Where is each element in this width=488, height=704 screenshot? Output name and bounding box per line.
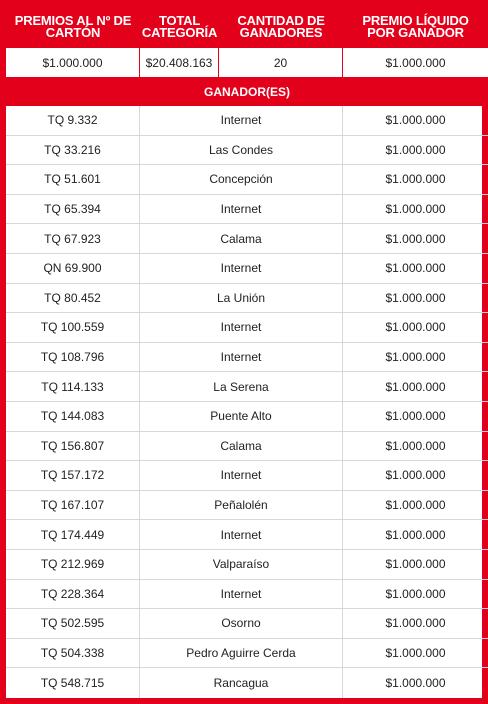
winner-location: Calama bbox=[140, 432, 343, 461]
table-row bbox=[6, 461, 488, 491]
table-row bbox=[6, 106, 488, 136]
table-header bbox=[6, 6, 488, 48]
winner-carton: TQ 114.133 bbox=[6, 372, 140, 401]
winner-location: Osorno bbox=[140, 609, 343, 638]
winner-carton: TQ 502.595 bbox=[6, 609, 140, 638]
table-row bbox=[6, 432, 488, 462]
winner-carton: TQ 228.364 bbox=[6, 580, 140, 609]
winner-carton: TQ 108.796 bbox=[6, 343, 140, 372]
winner-carton: TQ 156.807 bbox=[6, 432, 140, 461]
winners-section-title: GANADOR(ES) bbox=[6, 78, 488, 106]
winner-carton: TQ 67.923 bbox=[6, 224, 140, 253]
winner-carton: TQ 548.715 bbox=[6, 668, 140, 698]
table-row bbox=[6, 402, 488, 432]
winner-location: Internet bbox=[140, 313, 343, 342]
winner-location: Calama bbox=[140, 224, 343, 253]
winner-prize: $1.000.000 bbox=[385, 409, 446, 424]
winner-location: Peñalolén bbox=[140, 491, 343, 520]
winner-prize: $1.000.000 bbox=[385, 113, 446, 128]
winner-prize: $1.000.000 bbox=[385, 645, 446, 660]
summary-row bbox=[6, 48, 488, 78]
winner-carton: TQ 504.338 bbox=[6, 639, 140, 668]
winner-location: Internet bbox=[140, 106, 343, 135]
winner-location: Concepción bbox=[140, 165, 343, 194]
winner-prize: $1.000.000 bbox=[385, 320, 446, 335]
winner-location: Internet bbox=[140, 580, 343, 609]
winner-prize: $1.000.000 bbox=[385, 438, 446, 453]
table-row bbox=[6, 580, 488, 610]
table-row bbox=[6, 550, 488, 580]
table-row bbox=[6, 136, 488, 166]
winner-carton: TQ 33.216 bbox=[6, 136, 140, 165]
winner-carton: TQ 51.601 bbox=[6, 165, 140, 194]
winner-prize: $1.000.000 bbox=[385, 261, 446, 276]
winner-carton: TQ 100.559 bbox=[6, 313, 140, 342]
table-row bbox=[6, 195, 488, 225]
winner-prize: $1.000.000 bbox=[385, 202, 446, 217]
table-row bbox=[6, 343, 488, 373]
winner-carton: TQ 65.394 bbox=[6, 195, 140, 224]
winner-location: Internet bbox=[140, 461, 343, 490]
results-table bbox=[6, 6, 482, 698]
winner-carton: TQ 157.172 bbox=[6, 461, 140, 490]
table-row bbox=[6, 491, 488, 521]
winner-prize: $1.000.000 bbox=[385, 527, 446, 542]
summary-premio-carton: $1.000.000 bbox=[6, 48, 140, 77]
winner-prize: $1.000.000 bbox=[385, 172, 446, 187]
header-premio-liquido: PREMIO LÍQUIDO POR GANADOR bbox=[362, 13, 469, 40]
table-row bbox=[6, 254, 488, 284]
header-premios-carton: PREMIOS AL Nº DE CARTÓN bbox=[14, 13, 132, 40]
table-row bbox=[6, 313, 488, 343]
winner-prize: $1.000.000 bbox=[385, 676, 446, 691]
winner-prize: $1.000.000 bbox=[385, 586, 446, 601]
winner-prize: $1.000.000 bbox=[385, 557, 446, 572]
table-row bbox=[6, 165, 488, 195]
winner-carton: TQ 80.452 bbox=[6, 284, 140, 313]
table-row bbox=[6, 609, 488, 639]
winner-prize: $1.000.000 bbox=[385, 498, 446, 513]
winner-prize: $1.000.000 bbox=[385, 468, 446, 483]
table-row bbox=[6, 520, 488, 550]
winner-prize: $1.000.000 bbox=[385, 290, 446, 305]
winner-carton: QN 69.900 bbox=[6, 254, 140, 283]
table-row bbox=[6, 372, 488, 402]
table-row bbox=[6, 639, 488, 669]
summary-cantidad-ganadores: 20 bbox=[219, 48, 343, 77]
winner-location: Internet bbox=[140, 520, 343, 549]
header-cantidad-ganadores: CANTIDAD DE GANADORES bbox=[237, 13, 325, 40]
winner-location: Valparaíso bbox=[140, 550, 343, 579]
winner-carton: TQ 167.107 bbox=[6, 491, 140, 520]
winner-location: Rancagua bbox=[140, 668, 343, 698]
winner-location: La Unión bbox=[140, 284, 343, 313]
winner-location: Internet bbox=[140, 343, 343, 372]
winner-prize: $1.000.000 bbox=[385, 616, 446, 631]
winner-prize: $1.000.000 bbox=[385, 231, 446, 246]
winner-location: Las Condes bbox=[140, 136, 343, 165]
winner-location: Pedro Aguirre Cerda bbox=[140, 639, 343, 668]
winner-location: Puente Alto bbox=[140, 402, 343, 431]
winner-location: La Serena bbox=[140, 372, 343, 401]
winner-carton: TQ 9.332 bbox=[6, 106, 140, 135]
table-row bbox=[6, 284, 488, 314]
winner-prize: $1.000.000 bbox=[385, 142, 446, 157]
winner-carton: TQ 174.449 bbox=[6, 520, 140, 549]
summary-total-categoria: $20.408.163 bbox=[140, 48, 219, 77]
winner-carton: TQ 212.969 bbox=[6, 550, 140, 579]
header-total-categoria: TOTAL CATEGORÍA bbox=[141, 13, 218, 40]
winner-prize: $1.000.000 bbox=[385, 350, 446, 365]
table-row bbox=[6, 668, 488, 698]
winner-location: Internet bbox=[140, 195, 343, 224]
winner-prize: $1.000.000 bbox=[385, 379, 446, 394]
winner-carton: TQ 144.083 bbox=[6, 402, 140, 431]
winners-list bbox=[6, 106, 488, 698]
table-row bbox=[6, 224, 488, 254]
summary-premio-liquido: $1.000.000 bbox=[385, 55, 446, 70]
winner-location: Internet bbox=[140, 254, 343, 283]
